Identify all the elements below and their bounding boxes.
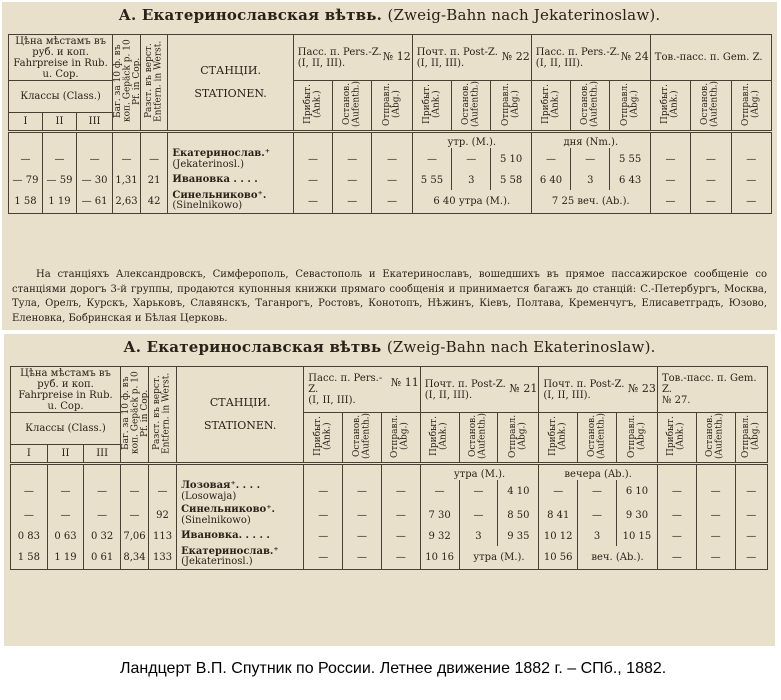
table-cell: — [121, 504, 149, 528]
station-name: Ивановка . . . . [168, 172, 293, 190]
table-cell: — [293, 148, 332, 172]
sub-stop: Останов. (Aufenth.) [691, 81, 731, 132]
table-cell: — [459, 480, 498, 504]
class-2: II [47, 444, 84, 463]
train-header-27: Тов.-пасс. п. Gem. Z. № 27. [657, 367, 767, 413]
sub-stop: Останов. (Aufenth.) [571, 81, 610, 132]
table-cell: — [731, 148, 771, 172]
table-cell: 92 [149, 504, 177, 528]
table-cell: 3 [452, 172, 491, 190]
table-cell: — [43, 148, 77, 172]
table-cell: — [657, 546, 696, 570]
table-cell: — [84, 504, 121, 528]
title-de: (Zweig-Bahn nach Jekaterinoslaw). [387, 6, 661, 24]
table-cell: 6 43 [610, 172, 650, 190]
table-cell: 1 19 [43, 190, 77, 214]
table-cell: — [381, 528, 420, 546]
table-cell: — [333, 172, 372, 190]
table-cell: — [696, 504, 735, 528]
train-header-23: № 23 Почт. п. Post-Z. (I, II, III). [539, 367, 658, 413]
table-cell: — [452, 148, 491, 172]
table-cell: — [333, 190, 372, 214]
price-header: Цѣна мѣстамъ въ руб. и коп. Fahrpreise in Rub. u. Cop. [9, 35, 113, 81]
table-cell: — [47, 480, 84, 504]
table-cell: — [304, 504, 343, 528]
sub-dep: Отправл. (Abg.) [616, 413, 657, 464]
table-cell: 7,06 [121, 528, 149, 546]
train-header-24: № 24 Пасс. п. Pers.-Z. (I, II, III). [531, 35, 650, 81]
table-cell: — [578, 504, 617, 528]
table-cell: — [293, 190, 332, 214]
sub-stop: Останов. (Aufenth.) [696, 413, 735, 464]
connection-notes: На станцiяхъ Александровскъ, Симферополь, Севастополь и Екатеринославъ, вошедшихъ въ прямое пассажирское сообщенiе со станцiями дорогъ 3-й группы, продаются купонныя книжки прямаго сообщенiя и принимается багажъ до станцiй: С.-Петербургъ, Москва, Тула, Орелъ, Курскъ, Харьковъ, Славянскъ, Таганрогъ, Ростовъ, Конотопъ, Нѣжинъ, Кiевъ, Полтава, Кременчугъ, Елисаветградъ, Юзово, Еленовка, Бобринская и Бѣлая Церковь. [12, 269, 767, 324]
table-cell: 9 35 [498, 528, 539, 546]
station-name: Синельниково⁺. (Sinelnikowo) [168, 190, 293, 214]
table-cell: 113 [149, 528, 177, 546]
table-cell: 8 50 [498, 504, 539, 528]
sub-stop: Останов. (Aufenth.) [343, 413, 382, 464]
table-cell: — [691, 148, 731, 172]
table-cell: — [84, 480, 121, 504]
table-cell: 7 30 [420, 504, 459, 528]
table-cell: — [650, 190, 690, 214]
table-cell: — [343, 528, 382, 546]
table-cell: 7 25 веч. (Ab.). [531, 190, 650, 214]
table-cell: — [343, 546, 382, 570]
station-name: Синельниково⁺. (Sinelnikowo) [177, 504, 304, 528]
table-cell: — [304, 546, 343, 570]
table-cell: 5 58 [491, 172, 531, 190]
table-cell: 3 [578, 528, 617, 546]
table-cell: 1 19 [47, 546, 84, 570]
table-cell: — [11, 504, 48, 528]
sub-dep: Отправл. (Abg.) [491, 81, 531, 132]
table-cell: — [420, 480, 459, 504]
table-cell: — [571, 148, 610, 172]
table-cell: утра (M.). [459, 546, 539, 570]
timetable-table [10, 366, 768, 570]
source-caption: Ландцерт В.П. Спутник по России. Летнее движение 1882 г. – СПб., 1882. [120, 660, 667, 677]
class-2: II [43, 112, 77, 131]
band-pass-day: дня (Nm.). [531, 132, 650, 148]
sub-arr: Прибыт. (Ank.) [293, 81, 332, 132]
station-name: Екатеринослав.⁺ (Jekaterinosl.) [168, 148, 293, 172]
table-cell: — [691, 190, 731, 214]
train-header-21: № 21 Почт. п. Post-Z. (I, II, III). [420, 367, 539, 413]
table-cell: — [9, 148, 43, 172]
sub-dep: Отправл. (Abg.) [610, 81, 650, 132]
timetable-table [8, 34, 772, 214]
sub-dep: Отправл. (Abg.) [731, 81, 771, 132]
table-cell: 1 58 [11, 546, 48, 570]
table-cell: — [657, 480, 696, 504]
sub-arr: Прибыт. (Ank.) [531, 81, 570, 132]
panel-title [2, 6, 777, 24]
table-row [11, 504, 768, 528]
sub-dep: Отправл. (Abg.) [381, 413, 420, 464]
table-cell: — [735, 528, 767, 546]
table-cell: 9 30 [616, 504, 657, 528]
table-row [11, 528, 768, 546]
sub-stop: Останов. (Aufenth.) [452, 81, 491, 132]
table-cell: — [11, 480, 48, 504]
table-cell: — 30 [77, 172, 113, 190]
train-header-goods: Тов.-пасс. п. Gem. Z. [650, 35, 771, 81]
table-cell: — [696, 528, 735, 546]
table-cell: — [77, 148, 113, 172]
table-cell: 8,34 [121, 546, 149, 570]
table-cell: — [113, 148, 141, 172]
train-header-12: № 12 Пасс. п. Pers.-Z. (I, II, III). [293, 35, 412, 81]
table-cell: 0 32 [84, 528, 121, 546]
sub-stop: Останов. (Aufenth.) [459, 413, 498, 464]
sub-arr: Прибыт. (Ank.) [304, 413, 343, 464]
classes-label: Классы (Class.) [11, 413, 121, 445]
station-name: Ивановка. . . . . [177, 528, 304, 546]
table-cell: 6 40 [531, 172, 570, 190]
table-row [9, 148, 772, 172]
table-cell: 6 40 утра (M.). [412, 190, 531, 214]
table-cell: 2,63 [113, 190, 141, 214]
table-cell: 5 55 [610, 148, 650, 172]
class-1: I [11, 444, 48, 463]
table-cell: — [657, 504, 696, 528]
table-cell: — [343, 480, 382, 504]
table-cell: 10 16 [420, 546, 459, 570]
table-row [9, 172, 772, 190]
table-cell: — [412, 148, 451, 172]
table-cell: — [381, 480, 420, 504]
sub-arr: Прибыт. (Ank.) [657, 413, 696, 464]
title-de: (Zweig-Bahn nach Ekaterinoslaw). [386, 338, 656, 356]
table-cell: — [539, 480, 578, 504]
table-cell: 3 [571, 172, 610, 190]
table-row [11, 480, 768, 504]
stations-header: СТАНЦIИ. STATIONEN. [168, 35, 293, 132]
table-cell: — [381, 546, 420, 570]
table-cell: 3 [459, 528, 498, 546]
table-cell: — [696, 546, 735, 570]
price-header: Цѣна мѣстамъ въ руб. и коп. Fahrpreise in Rub. u. Cop. [11, 367, 121, 413]
class-1: I [9, 112, 43, 131]
sub-arr: Прибыт. (Ank.) [539, 413, 578, 464]
table-cell: — [735, 504, 767, 528]
table-cell: 10 15 [616, 528, 657, 546]
sub-dep: Отправл. (Abg.) [735, 413, 767, 464]
table-cell: — [531, 148, 570, 172]
sub-dep: Отправл. (Abg.) [372, 81, 412, 132]
sub-arr: Прибыт. (Ank.) [650, 81, 690, 132]
sub-stop: Останов. (Aufenth.) [578, 413, 617, 464]
table-cell: — [731, 190, 771, 214]
table-cell: — [343, 504, 382, 528]
station-name: Екатеринослав.⁺ (Jekaterinosl.) [177, 546, 304, 570]
timetable-panel-bottom [4, 334, 775, 646]
title-ru: А. Екатеринославская вѣтвь. [118, 6, 383, 24]
class-3: III [84, 444, 121, 463]
table-cell: — 59 [43, 172, 77, 190]
table-cell: — 61 [77, 190, 113, 214]
table-cell: — [372, 172, 412, 190]
table-cell: 10 12 [539, 528, 578, 546]
train-header-11: № 11 Пасс. п. Pers.-Z. (I, II, III). [304, 367, 420, 413]
class-3: III [77, 112, 113, 131]
table-row [11, 546, 768, 570]
table-cell: 0 83 [11, 528, 48, 546]
table-cell: 6 10 [616, 480, 657, 504]
band-post-morning: утр. (M.). [412, 132, 531, 148]
sub-arr: Прибыт. (Ank.) [420, 413, 459, 464]
table-cell: — [140, 148, 168, 172]
table-cell: — [372, 148, 412, 172]
baggage-header: Баг. за 10 ф. въ коп. Gepäck p. 10 Pf. in Cop. [121, 367, 149, 464]
table-cell: — [650, 148, 690, 172]
sub-dep: Отправл. (Abg.) [498, 413, 539, 464]
distance-header: Разст. въ верст. Entfern. in Werst. [149, 367, 177, 464]
station-name: Лозовая⁺. . . . (Losowaja) [177, 480, 304, 504]
table-cell: веч. (Ab.). [578, 546, 658, 570]
table-cell: 4 10 [498, 480, 539, 504]
sub-stop: Останов. (Aufenth.) [333, 81, 372, 132]
table-cell: — [731, 172, 771, 190]
table-cell: — [304, 480, 343, 504]
table-cell: — [735, 546, 767, 570]
band-post-evening: вечера (Ab.). [539, 464, 658, 480]
baggage-header: Баг. за 10 ф. въ коп. Gepäck p. 10 Pf. in Cop. [113, 35, 141, 132]
band-post-morning: утра (M.). [420, 464, 539, 480]
table-cell: — [696, 480, 735, 504]
table-cell: — [735, 480, 767, 504]
distance-header: Разст. въ верст. Entfern. in Werst. [140, 35, 168, 132]
table-cell: — [650, 172, 690, 190]
sub-arr: Прибыт. (Ank.) [412, 81, 451, 132]
table-cell: 10 56 [539, 546, 578, 570]
table-cell: — [293, 172, 332, 190]
table-cell: — [691, 172, 731, 190]
panel-title [4, 338, 775, 356]
table-cell: — [459, 504, 498, 528]
table-cell: — [47, 504, 84, 528]
table-cell: 5 55 [412, 172, 451, 190]
table-cell: 42 [140, 190, 168, 214]
table-cell: — [149, 480, 177, 504]
table-cell: — 79 [9, 172, 43, 190]
timetable-panel-top [2, 2, 777, 330]
table-cell: 1,31 [113, 172, 141, 190]
table-cell: 5 10 [491, 148, 531, 172]
table-cell: 0 63 [47, 528, 84, 546]
table-cell: 0 61 [84, 546, 121, 570]
title-ru: А. Екатеринославская вѣтвь [123, 338, 382, 356]
train-header-22: № 22 Почт. п. Post-Z. (I, II, III). [412, 35, 531, 81]
table-cell: — [657, 528, 696, 546]
table-cell: — [304, 528, 343, 546]
table-cell: — [372, 190, 412, 214]
table-cell: — [381, 504, 420, 528]
table-cell: 9 32 [420, 528, 459, 546]
table-cell: 133 [149, 546, 177, 570]
table-cell: — [578, 480, 617, 504]
table-row [9, 190, 772, 214]
stations-header: СТАНЦIИ. STATIONEN. [177, 367, 304, 464]
table-cell: 21 [140, 172, 168, 190]
table-cell: 1 58 [9, 190, 43, 214]
classes-label: Классы (Class.) [9, 81, 113, 113]
table-cell: 8 41 [539, 504, 578, 528]
table-cell: — [333, 148, 372, 172]
table-cell: — [121, 480, 149, 504]
